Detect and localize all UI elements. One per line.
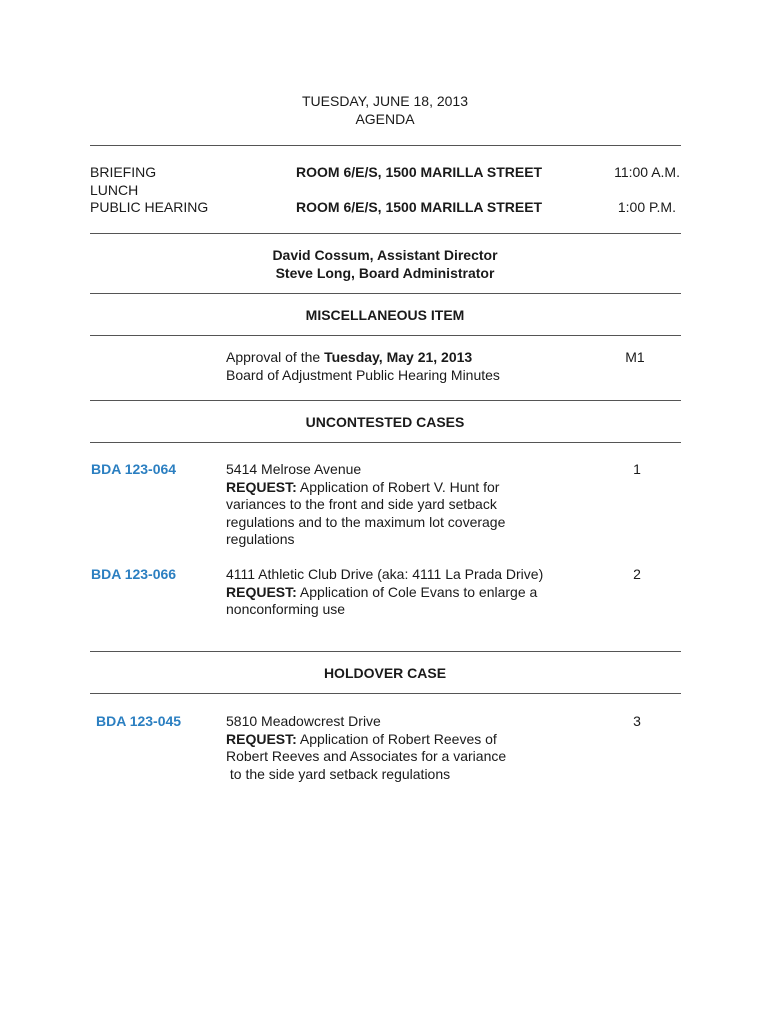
briefing-label: BRIEFING — [90, 164, 157, 180]
staff-line-director: David Cossum, Assistant Director — [272, 247, 498, 263]
agenda-title: AGENDA — [355, 111, 415, 127]
divider — [90, 693, 681, 694]
hearing-time: 1:00 P.M. — [617, 199, 676, 215]
request-text: Application of Robert V. Hunt for — [296, 478, 500, 495]
case-link-bda-123-045[interactable]: BDA 123-045 — [96, 713, 182, 729]
approval-date: Tuesday, May 21, 2013 — [324, 349, 473, 365]
case-address: 4111 Athletic Club Drive (aka: 4111 La Prada Drive) — [226, 566, 544, 582]
section-heading-misc: MISCELLANEOUS ITEM — [305, 307, 465, 323]
case-address: 5810 Meadowcrest Drive — [226, 713, 381, 729]
misc-item-description — [226, 349, 500, 384]
request-label: REQUEST: — [226, 478, 297, 495]
case-details — [226, 713, 506, 783]
case-link-bda-123-066[interactable]: BDA 123-066 — [91, 566, 177, 582]
misc-item-number: M1 — [625, 349, 645, 365]
approval-prefix: Approval of the — [226, 349, 325, 365]
approval-line2: Board of Adjustment Public Hearing Minutes — [226, 366, 500, 383]
divider — [90, 145, 681, 146]
request-text: Application of Cole Evans to enlarge a — [296, 583, 538, 600]
case-details — [226, 461, 505, 549]
divider — [90, 651, 681, 652]
divider — [90, 293, 681, 294]
section-heading-uncontested: UNCONTESTED CASES — [305, 414, 465, 430]
divider — [90, 335, 681, 336]
briefing-room: ROOM 6/E/S, 1500 MARILLA STREET — [296, 164, 543, 180]
divider — [90, 442, 681, 443]
request-text: to the side yard setback regulations — [226, 765, 451, 782]
divider — [90, 400, 681, 401]
request-text: Application of Robert Reeves of — [296, 730, 497, 747]
request-text: regulations and to the maximum lot coverage — [226, 513, 506, 530]
lunch-label: LUNCH — [90, 182, 139, 198]
agenda-date: TUESDAY, JUNE 18, 2013 — [301, 93, 468, 109]
section-heading-holdover: HOLDOVER CASE — [323, 665, 447, 681]
request-text: nonconforming use — [226, 601, 346, 617]
request-label: REQUEST: — [226, 583, 297, 600]
case-address: 5414 Melrose Avenue — [226, 461, 362, 477]
case-number: 1 — [633, 461, 641, 477]
briefing-time: 11:00 A.M. — [614, 164, 680, 180]
request-text: regulations — [226, 531, 295, 547]
request-text: Robert Reeves and Associates for a variance — [226, 748, 507, 764]
staff-line-administrator: Steve Long, Board Administrator — [275, 265, 495, 281]
public-hearing-label: PUBLIC HEARING — [90, 199, 209, 215]
request-text: variances to the front and side yard setback — [226, 496, 497, 512]
case-number: 3 — [633, 713, 641, 729]
case-details — [226, 566, 543, 619]
hearing-room: ROOM 6/E/S, 1500 MARILLA STREET — [296, 199, 543, 215]
case-link-bda-123-064[interactable]: BDA 123-064 — [91, 461, 177, 477]
divider — [90, 233, 681, 234]
case-number: 2 — [633, 566, 641, 582]
request-label: REQUEST: — [226, 730, 297, 747]
